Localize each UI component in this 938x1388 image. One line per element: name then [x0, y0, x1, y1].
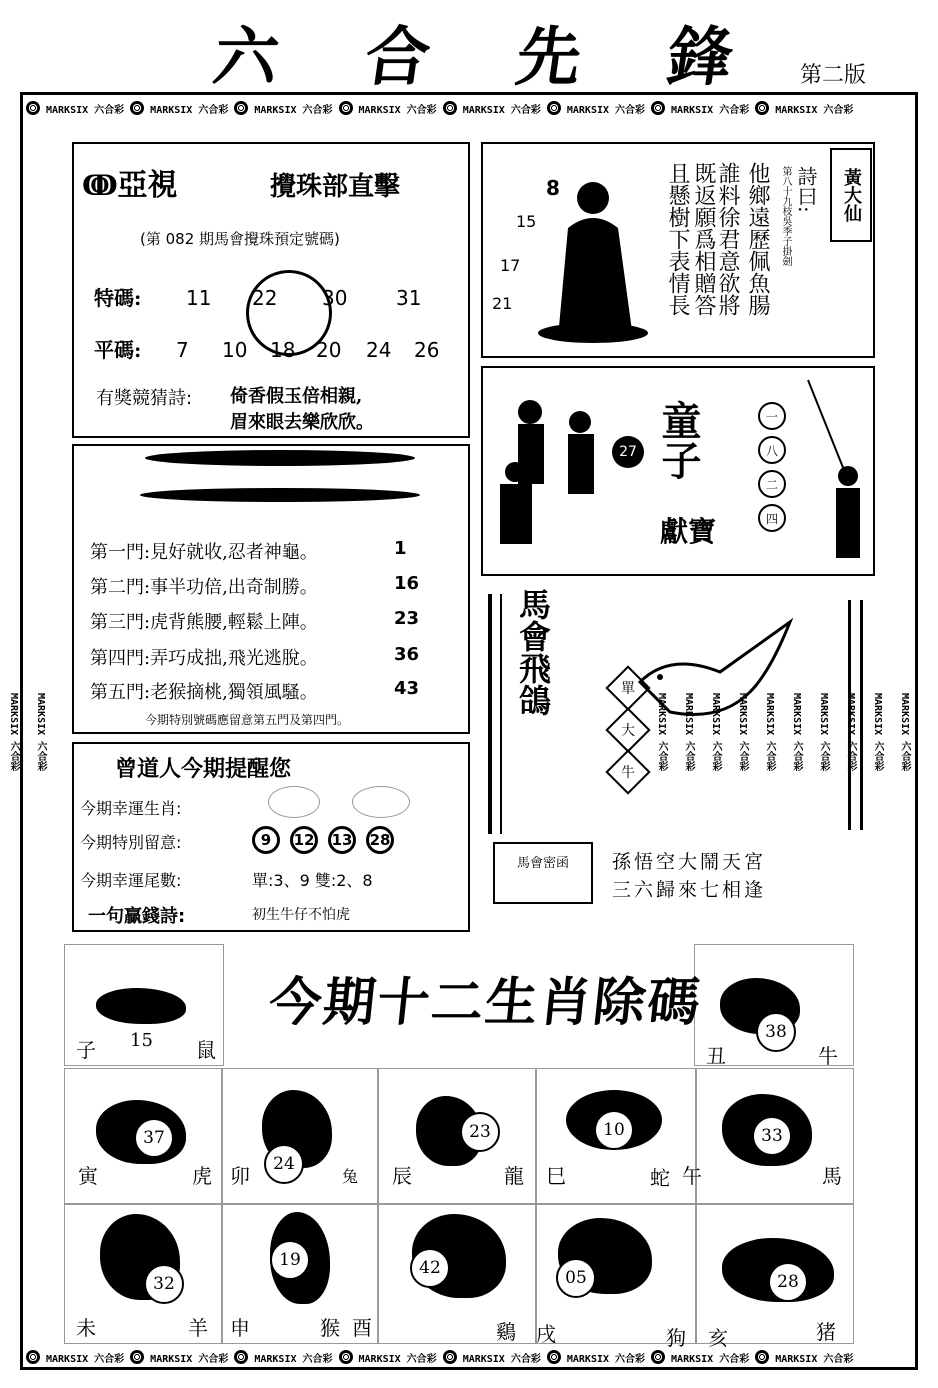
zodiac-ball: 05 — [556, 1258, 596, 1298]
zodiac-ball: 32 — [144, 1264, 184, 1304]
zodiac-animal: 蛇 — [650, 1166, 670, 1190]
decorative-line — [488, 594, 492, 834]
door-note: 今期特別號碼應留意第五門及第四門。 — [145, 713, 350, 727]
border-top — [26, 97, 912, 119]
tag-diamond — [605, 707, 650, 752]
border-text: MARKSIX 六合彩 — [671, 104, 750, 116]
border-text: MARKSIX 六合彩 — [566, 104, 646, 116]
zodiac-branch: 酉 — [352, 1316, 372, 1340]
border-text: MARKSIX 六合彩 — [566, 1353, 646, 1365]
zodiac-ball: 37 — [134, 1118, 174, 1158]
border-text: MARKSIX 六合彩 — [775, 1353, 854, 1365]
zodiac-animal: 鷄 — [496, 1320, 516, 1344]
edition-label: 第二版 — [800, 63, 867, 88]
zodiac-animal: 猴 — [320, 1316, 340, 1340]
zodiac-ball: 42 — [410, 1248, 450, 1288]
rat-icon — [96, 988, 186, 1024]
pigeon-title: 馬會飛鴿 — [514, 588, 552, 716]
decorative-swoosh — [140, 488, 420, 502]
lantern-number: 27 — [619, 444, 637, 460]
lantern-icon — [612, 436, 644, 468]
pigeon-poem-line: 孫悟空大鬧天宮 — [612, 851, 767, 873]
atv-logo: ↂ亞視 — [82, 168, 178, 203]
envelope-icon — [493, 842, 593, 904]
border-text: MARKSIX 六合彩 — [254, 104, 333, 116]
normal-number: 24 — [366, 338, 392, 362]
zodiac-branch: 子 — [76, 1038, 96, 1062]
border-text: MARKSIX 六合彩 — [775, 104, 854, 116]
border-text: MARKSIX 六合彩 — [710, 692, 721, 772]
dove-icon — [630, 612, 840, 742]
zodiac-ball: 38 — [756, 1012, 796, 1052]
poem-lines — [230, 384, 374, 436]
border-text: MARKSIX 六合彩 — [899, 692, 910, 772]
decorative-line — [500, 594, 502, 834]
flower-icon — [547, 1350, 561, 1364]
title-char: 合 — [360, 20, 447, 95]
poem-column: 他鄉遠歷佩魚腸 — [745, 162, 770, 316]
children-figures-icon — [490, 392, 620, 552]
zodiac-branch: 寅 — [78, 1164, 98, 1188]
zodiac-animal: 羊 — [188, 1316, 208, 1340]
decorative-line — [848, 600, 851, 830]
huang-number: 15 — [516, 212, 537, 231]
door-number: 23 — [394, 608, 420, 629]
flower-icon — [755, 1350, 769, 1364]
special-number: 30 — [322, 286, 348, 310]
title-char: 六 — [208, 20, 296, 95]
zodiac-sketch-icon — [352, 786, 410, 818]
border-text: MARKSIX 六合彩 — [150, 1353, 229, 1365]
flower-icon — [443, 1350, 457, 1364]
tag-text: 大 — [621, 723, 635, 739]
poem-sub: 第八十九枝吳季子掛劍 — [780, 166, 791, 266]
zodiac-ball: 19 — [270, 1240, 310, 1280]
border-text: MARKSIX 六合彩 — [150, 104, 229, 116]
huang-number: 21 — [492, 294, 513, 313]
page-title — [208, 18, 750, 95]
title-char: 鋒 — [662, 20, 750, 95]
border-text: MARKSIX 六合彩 — [254, 1353, 333, 1365]
zodiac-title: 今期十二生肖除碼 — [266, 972, 705, 1033]
border-text: MARKSIX 六合彩 — [764, 692, 775, 772]
poem-line: 倚香假玉倍相親, — [230, 386, 363, 407]
zodiac-animal: 兔 — [342, 1167, 359, 1186]
tag-text: 單 — [621, 681, 635, 697]
flower-icon — [234, 1350, 248, 1364]
normal-number: 7 — [176, 338, 189, 362]
zodiac-ball: 33 — [752, 1116, 792, 1156]
zodiac-branch: 申 — [230, 1316, 250, 1340]
atv-logo-text: 亞視 — [117, 168, 178, 203]
zodiac-branch: 亥 — [708, 1326, 728, 1350]
circle-char: 八 — [758, 436, 786, 464]
child-with-stick-icon — [808, 380, 868, 570]
border-left — [8, 120, 48, 1344]
zodiac-number: 15 — [130, 1030, 153, 1051]
door-number: 43 — [394, 678, 420, 699]
zodiac-animal: 狗 — [666, 1326, 686, 1350]
zodiac-branch: 戌 — [536, 1322, 556, 1346]
border-text: MARKSIX 六合彩 — [358, 104, 437, 116]
win-poem-label: 一句贏錢詩: — [88, 906, 186, 927]
poem-column: 既返願爲相贈答 — [691, 162, 716, 316]
issue-line: (第 082 期馬會攪珠預定號碼) — [140, 230, 340, 248]
zodiac-branch: 辰 — [392, 1164, 412, 1188]
door-number: 1 — [394, 538, 407, 559]
tag-diamond — [605, 749, 650, 794]
normal-number: 26 — [414, 338, 440, 362]
poem-label: 有獎競猜詩: — [96, 388, 193, 409]
border-text: MARKSIX 六合彩 — [791, 692, 802, 772]
atv-subtitle: 攪珠部直擊 — [270, 172, 401, 202]
poem-heading: 詩曰: — [794, 166, 818, 213]
door-number: 36 — [394, 644, 420, 665]
tag-text: 牛 — [621, 765, 635, 781]
zodiac-ball: 23 — [460, 1112, 500, 1152]
special-number: 22 — [252, 286, 278, 310]
border-text: MARKSIX 六合彩 — [818, 692, 829, 772]
border-bottom — [26, 1346, 912, 1368]
door-item: 第三門:虎背熊腰,輕鬆上陣。 — [90, 612, 318, 633]
ball-icon: 13 — [328, 826, 356, 854]
pigeon-poem — [612, 848, 766, 904]
title-char: 先 — [511, 20, 599, 95]
poem-column: 誰料徐君意欲將 — [715, 162, 740, 316]
normal-number: 20 — [316, 338, 342, 362]
border-text: MARKSIX 六合彩 — [462, 1353, 541, 1365]
door-item: 第一門:見好就收,忍者神龜。 — [90, 542, 318, 563]
special-balls — [252, 826, 404, 854]
flower-icon — [339, 101, 353, 115]
zodiac-animal: 虎 — [192, 1164, 212, 1188]
pigeon-poem-line: 三六歸來七相逢 — [612, 879, 767, 901]
zodiac-branch: 丑 — [706, 1044, 726, 1068]
ball-icon: 9 — [252, 826, 280, 854]
flower-icon — [130, 101, 144, 115]
flower-icon — [755, 101, 769, 115]
ball-icon: 28 — [366, 826, 394, 854]
flower-icon — [547, 101, 561, 115]
flower-icon — [26, 101, 40, 115]
zodiac-animal: 龍 — [504, 1164, 524, 1188]
circle-column — [758, 402, 786, 532]
huang-number: 8 — [546, 176, 560, 200]
flower-icon — [443, 101, 457, 115]
door-number: 16 — [394, 573, 420, 594]
border-text: MARKSIX 六合彩 — [8, 692, 19, 772]
flower-icon — [339, 1350, 353, 1364]
poem-line: 眉來眼去樂欣欣。 — [230, 412, 374, 433]
zodiac-animal: 鼠 — [196, 1038, 216, 1062]
door-item: 第二門:事半功倍,出奇制勝。 — [90, 577, 318, 598]
border-text: MARKSIX 六合彩 — [737, 692, 748, 772]
border-text: MARKSIX 六合彩 — [35, 692, 46, 772]
lucky-zodiac-label: 今期幸運生肖: — [80, 799, 182, 818]
zodiac-animal: 馬 — [822, 1164, 842, 1188]
border-text: MARKSIX 六合彩 — [683, 692, 694, 772]
normal-number: 10 — [222, 338, 248, 362]
decorative-line — [860, 600, 863, 830]
tongzi-title: 童子 — [655, 400, 702, 480]
zodiac-ball: 24 — [264, 1144, 304, 1184]
normal-label: 平碼: — [94, 338, 142, 362]
flower-icon — [651, 1350, 665, 1364]
win-poem-value: 初生牛仔不怕虎 — [252, 907, 350, 923]
border-text: MARKSIX 六合彩 — [46, 104, 125, 116]
flower-icon — [234, 101, 248, 115]
zodiac-branch: 午 — [682, 1164, 702, 1188]
tongzi-subtitle: 獻寶 — [660, 515, 717, 548]
border-text: MARKSIX 六合彩 — [671, 1353, 750, 1365]
zodiac-ball: 10 — [594, 1110, 634, 1150]
circle-char: 一 — [758, 402, 786, 430]
border-text: MARKSIX 六合彩 — [656, 692, 667, 772]
flower-icon — [651, 101, 665, 115]
flower-icon — [26, 1350, 40, 1364]
circle-char: 二 — [758, 470, 786, 498]
zodiac-branch: 卯 — [230, 1164, 250, 1188]
huang-name: 黃大仙 — [830, 148, 872, 242]
border-text: MARKSIX 六合彩 — [462, 104, 541, 116]
tail-label: 今期幸運尾數: — [80, 871, 182, 890]
zodiac-ball: 28 — [768, 1262, 808, 1302]
zodiac-branch: 未 — [76, 1316, 96, 1340]
circle-char: 四 — [758, 504, 786, 532]
tail-value: 單:3、9 雙:2、8 — [252, 871, 373, 890]
zodiac-animal: 牛 — [818, 1044, 838, 1068]
envelope-text: 馬會密函 — [516, 856, 569, 871]
door-item: 第四門:弄巧成拙,飛光逃脫。 — [90, 648, 318, 669]
pigeon-tags — [612, 672, 644, 788]
tag-diamond — [605, 665, 650, 710]
border-text: MARKSIX 六合彩 — [46, 1353, 125, 1365]
border-text: MARKSIX 六合彩 — [872, 692, 883, 772]
special-number: 31 — [396, 286, 422, 310]
door-item: 第五門:老猴摘桃,獨領風騷。 — [90, 682, 318, 703]
zodiac-animal: 猪 — [816, 1320, 836, 1344]
special-label: 特碼: — [94, 286, 142, 310]
huang-number: 17 — [500, 256, 521, 275]
border-text: MARKSIX 六合彩 — [358, 1353, 437, 1365]
zodiac-sketch-icon — [268, 786, 320, 818]
special-number: 11 — [186, 286, 212, 310]
normal-number: 18 — [270, 338, 296, 362]
special-attention-label: 今期特別留意: — [80, 833, 182, 852]
flower-icon — [130, 1350, 144, 1364]
poem-column: 且懸樹下表情長 — [665, 162, 690, 316]
decorative-swoosh — [145, 450, 415, 466]
reminder-title: 曾道人今期提醒您 — [115, 756, 292, 782]
zodiac-branch: 巳 — [546, 1164, 566, 1188]
ball-icon: 12 — [290, 826, 318, 854]
